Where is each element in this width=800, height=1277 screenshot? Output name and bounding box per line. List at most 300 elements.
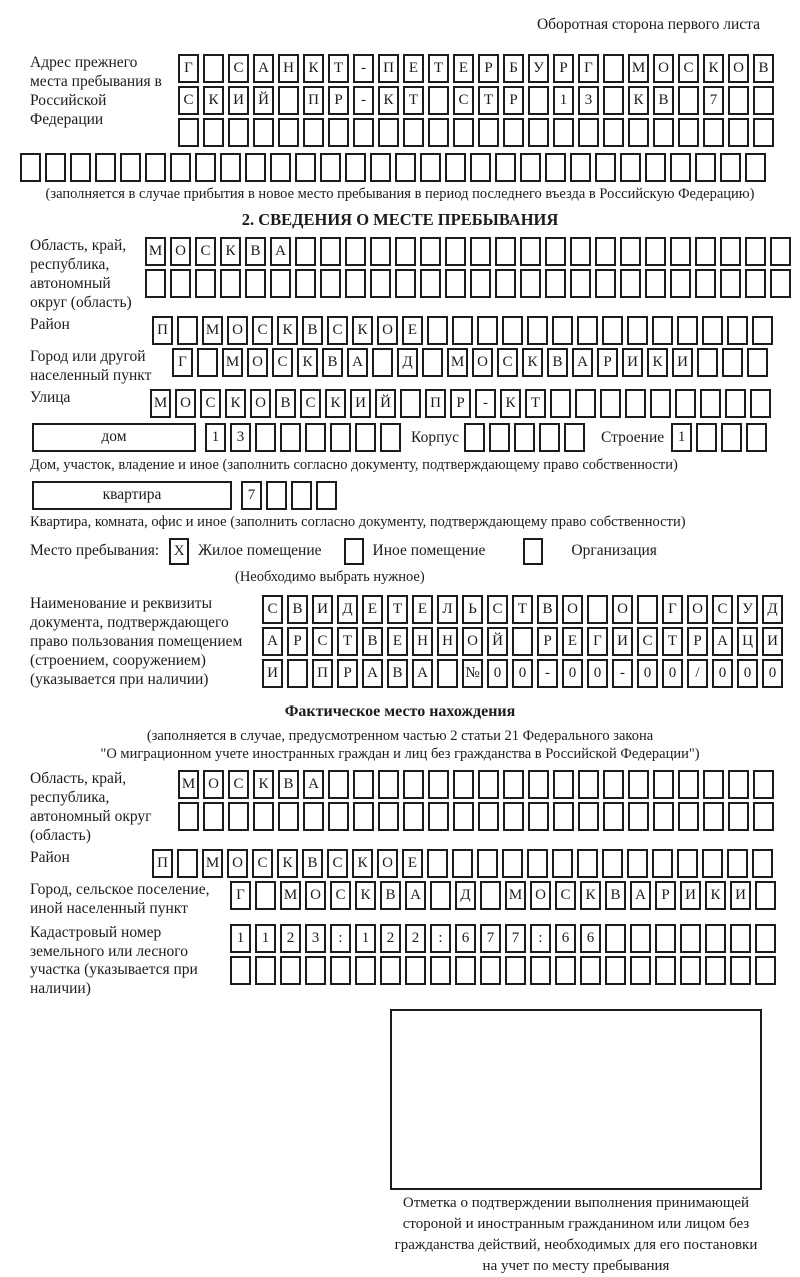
- char-cell: [430, 956, 451, 985]
- char-cell: И: [350, 389, 371, 418]
- char-cell: [370, 153, 391, 182]
- char-cell: [445, 153, 466, 182]
- char-cell: О: [687, 595, 708, 624]
- char-cell: [395, 237, 416, 266]
- char-cell: С: [228, 770, 249, 799]
- char-cell: [530, 956, 551, 985]
- char-cell: 2: [380, 924, 401, 953]
- char-cell: 1: [230, 924, 251, 953]
- char-cell: [452, 849, 473, 878]
- char-cell: Н: [278, 54, 299, 83]
- actual-region-label: Область, край, республика, автономный округ (область): [30, 770, 152, 844]
- char-cell: 3: [578, 86, 599, 115]
- char-cell: Е: [412, 595, 433, 624]
- char-cell: [178, 118, 199, 147]
- char-cell: [305, 423, 326, 452]
- char-cell: [630, 956, 651, 985]
- char-cell: 6: [580, 924, 601, 953]
- char-cell: [553, 802, 574, 831]
- char-cell: [703, 802, 724, 831]
- char-cell: [555, 956, 576, 985]
- char-cell: 0: [512, 659, 533, 688]
- char-cell: [280, 423, 301, 452]
- page-side-note: Оборотная сторона первого листа: [536, 16, 760, 33]
- char-cell: В: [387, 659, 408, 688]
- prev-address-field: [30, 54, 770, 150]
- char-cell: [602, 316, 623, 345]
- char-cell: [753, 770, 774, 799]
- char-cell: [505, 956, 526, 985]
- char-cell: [253, 118, 274, 147]
- char-cell: [170, 153, 191, 182]
- char-cell: С: [252, 849, 273, 878]
- house-note: Дом, участок, владение и иное (заполнить согласно документу, подтверждающему право собственности): [30, 456, 678, 473]
- actual-location-note-1: (заполняется в случае, предусмотренном частью 2 статьи 21 Федерального закона: [146, 727, 654, 744]
- document-rows: [262, 595, 783, 691]
- char-cell: [670, 153, 691, 182]
- char-cell: [753, 118, 774, 147]
- char-cell: 0: [762, 659, 783, 688]
- char-cell: [228, 802, 249, 831]
- char-cell: [755, 881, 776, 910]
- char-cell: [655, 956, 676, 985]
- document-label: Наименование и реквизиты документа, подтверждающего право пользования помещением (строением, сооружением) (указывается при наличии): [30, 594, 243, 688]
- district-row: [152, 316, 773, 345]
- char-cell: [270, 269, 291, 298]
- char-cell: 0: [712, 659, 733, 688]
- char-cell: [520, 269, 541, 298]
- char-cell: [380, 423, 401, 452]
- char-cell: [696, 423, 717, 452]
- char-cell: К: [325, 389, 346, 418]
- char-cell: [355, 956, 376, 985]
- char-cell: Й: [253, 86, 274, 115]
- char-cell: :: [530, 924, 551, 953]
- char-cell: О: [227, 316, 248, 345]
- char-cell: [680, 924, 701, 953]
- char-cell: [420, 237, 441, 266]
- char-cell: [453, 770, 474, 799]
- char-cell: [420, 153, 441, 182]
- char-cell: [427, 316, 448, 345]
- house-number-row: [205, 423, 401, 452]
- cadastre-label: Кадастровый номер земельного или лесного участка (указывается при наличии): [30, 923, 198, 998]
- char-cell: В: [302, 849, 323, 878]
- char-cell: Г: [178, 54, 199, 83]
- document-row-2: [262, 627, 783, 656]
- char-cell: Р: [337, 659, 358, 688]
- char-cell: Т: [428, 54, 449, 83]
- char-cell: [197, 348, 218, 377]
- char-cell: Т: [478, 86, 499, 115]
- char-cell: М: [628, 54, 649, 83]
- char-cell: О: [203, 770, 224, 799]
- char-cell: С: [555, 881, 576, 910]
- prev-address-rows: [178, 54, 774, 150]
- char-cell: В: [537, 595, 558, 624]
- char-cell: К: [225, 389, 246, 418]
- option-other-premises-label: Иное помещение: [372, 542, 486, 560]
- char-cell: [728, 770, 749, 799]
- stroenie-row: [671, 423, 767, 452]
- char-cell: 1: [553, 86, 574, 115]
- char-cell: И: [762, 627, 783, 656]
- char-cell: Ь: [462, 595, 483, 624]
- char-cell: [452, 316, 473, 345]
- char-cell: О: [562, 595, 583, 624]
- char-cell: В: [380, 881, 401, 910]
- char-cell: 1: [205, 423, 226, 452]
- char-cell: С: [453, 86, 474, 115]
- char-cell: В: [275, 389, 296, 418]
- char-cell: А: [405, 881, 426, 910]
- char-cell: [655, 924, 676, 953]
- checkbox-organization: [523, 538, 543, 565]
- char-cell: А: [630, 881, 651, 910]
- char-cell: [230, 956, 251, 985]
- char-cell: №: [462, 659, 483, 688]
- char-cell: О: [305, 881, 326, 910]
- char-cell: [503, 118, 524, 147]
- char-cell: К: [277, 316, 298, 345]
- actual-district-label: Район: [30, 848, 70, 866]
- char-cell: О: [377, 316, 398, 345]
- char-cell: [703, 770, 724, 799]
- char-cell: Р: [450, 389, 471, 418]
- char-cell: А: [362, 659, 383, 688]
- char-cell: 1: [255, 924, 276, 953]
- char-cell: И: [672, 348, 693, 377]
- char-cell: К: [705, 881, 726, 910]
- char-cell: [270, 153, 291, 182]
- char-cell: П: [303, 86, 324, 115]
- apartment-type-box: квартира: [32, 481, 232, 510]
- char-cell: Т: [525, 389, 546, 418]
- char-cell: [330, 423, 351, 452]
- cadastre-rows: [230, 924, 776, 988]
- char-cell: Д: [397, 348, 418, 377]
- char-cell: [278, 118, 299, 147]
- char-cell: Р: [478, 54, 499, 83]
- char-cell: [503, 802, 524, 831]
- char-cell: [520, 153, 541, 182]
- char-cell: [345, 237, 366, 266]
- char-cell: С: [272, 348, 293, 377]
- char-cell: [480, 956, 501, 985]
- char-cell: [328, 118, 349, 147]
- char-cell: [353, 802, 374, 831]
- prev-address-row-3: [178, 118, 774, 147]
- char-cell: А: [253, 54, 274, 83]
- char-cell: Й: [487, 627, 508, 656]
- char-cell: [437, 659, 458, 688]
- prev-address-label: Адрес прежнего места пребывания в Российской Федерации: [30, 54, 162, 128]
- char-cell: [587, 595, 608, 624]
- city-row: [172, 348, 768, 377]
- char-cell: [428, 770, 449, 799]
- char-cell: [545, 237, 566, 266]
- char-cell: [745, 269, 766, 298]
- char-cell: [495, 237, 516, 266]
- char-cell: 0: [562, 659, 583, 688]
- prev-address-row-1: [178, 54, 774, 83]
- char-cell: Б: [503, 54, 524, 83]
- char-cell: [752, 316, 773, 345]
- char-cell: [403, 118, 424, 147]
- prev-address-note: (заполняется в случае прибытия в новое место пребывания в период последнего въезда в Российскую Федерацию): [45, 186, 755, 202]
- char-cell: А: [712, 627, 733, 656]
- korpus-label: Корпус: [411, 428, 459, 446]
- char-cell: 1: [355, 924, 376, 953]
- char-cell: [255, 956, 276, 985]
- char-cell: [170, 269, 191, 298]
- char-cell: [253, 802, 274, 831]
- char-cell: 0: [737, 659, 758, 688]
- char-cell: [489, 423, 510, 452]
- char-cell: [403, 770, 424, 799]
- char-cell: [280, 956, 301, 985]
- checkbox-residential: X: [169, 538, 189, 565]
- char-cell: -: [612, 659, 633, 688]
- char-cell: А: [412, 659, 433, 688]
- char-cell: [678, 118, 699, 147]
- char-cell: Е: [387, 627, 408, 656]
- char-cell: 2: [280, 924, 301, 953]
- region-label: Область, край, республика, автономный округ (область): [30, 237, 132, 311]
- char-cell: [478, 118, 499, 147]
- char-cell: [477, 849, 498, 878]
- char-cell: [330, 956, 351, 985]
- apartment-field: [30, 481, 770, 510]
- char-cell: [580, 956, 601, 985]
- char-cell: [295, 153, 316, 182]
- char-cell: К: [253, 770, 274, 799]
- char-cell: Е: [362, 595, 383, 624]
- char-cell: [95, 153, 116, 182]
- char-cell: А: [303, 770, 324, 799]
- char-cell: М: [178, 770, 199, 799]
- char-cell: [428, 86, 449, 115]
- actual-region-row-1: [178, 770, 774, 799]
- stamp-area: [390, 1009, 762, 1277]
- char-cell: [512, 627, 533, 656]
- char-cell: К: [352, 316, 373, 345]
- char-cell: С: [712, 595, 733, 624]
- char-cell: П: [378, 54, 399, 83]
- char-cell: М: [145, 237, 166, 266]
- char-cell: К: [580, 881, 601, 910]
- char-cell: К: [500, 389, 521, 418]
- stamp-caption: Отметка о подтверждении выполнения принимающей стороной и иностранным гражданином или лицом без гражданства действий, необходимых для его постановки на учет по месту пребывания: [394, 1195, 758, 1275]
- char-cell: К: [703, 54, 724, 83]
- char-cell: [603, 54, 624, 83]
- char-cell: [353, 770, 374, 799]
- char-cell: [422, 348, 443, 377]
- char-cell: [403, 802, 424, 831]
- char-cell: -: [537, 659, 558, 688]
- char-cell: [603, 86, 624, 115]
- char-cell: В: [653, 86, 674, 115]
- char-cell: 6: [455, 924, 476, 953]
- char-cell: [727, 316, 748, 345]
- char-cell: Е: [403, 54, 424, 83]
- char-cell: [470, 237, 491, 266]
- char-cell: [295, 237, 316, 266]
- char-cell: [320, 153, 341, 182]
- char-cell: [378, 770, 399, 799]
- char-cell: [727, 849, 748, 878]
- char-cell: [650, 389, 671, 418]
- char-cell: [752, 849, 773, 878]
- char-cell: 0: [587, 659, 608, 688]
- actual-region-row-2: [178, 802, 774, 831]
- actual-city-row: [230, 881, 776, 910]
- char-cell: [695, 269, 716, 298]
- char-cell: Н: [437, 627, 458, 656]
- char-cell: [575, 389, 596, 418]
- char-cell: [630, 924, 651, 953]
- char-cell: -: [353, 86, 374, 115]
- char-cell: [605, 956, 626, 985]
- char-cell: [395, 269, 416, 298]
- char-cell: [578, 118, 599, 147]
- char-cell: В: [287, 595, 308, 624]
- char-cell: И: [680, 881, 701, 910]
- char-cell: О: [728, 54, 749, 83]
- option-organization-label: Организация: [571, 542, 657, 560]
- region-row-1: [145, 237, 791, 266]
- char-cell: [464, 423, 485, 452]
- char-cell: С: [300, 389, 321, 418]
- actual-location-note-2: "О миграционном учете иностранных граждан и лиц без гражданства в Российской Федерации"): [100, 746, 700, 763]
- char-cell: [653, 118, 674, 147]
- char-cell: [730, 924, 751, 953]
- option-residential-label: Жилое помещение: [198, 542, 322, 560]
- char-cell: [430, 881, 451, 910]
- char-cell: [177, 316, 198, 345]
- street-label: Улица: [30, 388, 71, 406]
- char-cell: Р: [597, 348, 618, 377]
- char-cell: [303, 118, 324, 147]
- char-cell: :: [430, 924, 451, 953]
- char-cell: [528, 86, 549, 115]
- char-cell: [527, 849, 548, 878]
- char-cell: [755, 924, 776, 953]
- char-cell: У: [737, 595, 758, 624]
- char-cell: О: [530, 881, 551, 910]
- char-cell: [145, 153, 166, 182]
- char-cell: [570, 269, 591, 298]
- char-cell: Т: [328, 54, 349, 83]
- char-cell: Р: [328, 86, 349, 115]
- char-cell: [445, 269, 466, 298]
- char-cell: К: [297, 348, 318, 377]
- char-cell: [577, 316, 598, 345]
- char-cell: П: [312, 659, 333, 688]
- actual-district-row: [152, 849, 773, 878]
- region-rows: [145, 237, 791, 301]
- char-cell: [628, 118, 649, 147]
- char-cell: [645, 269, 666, 298]
- char-cell: 0: [637, 659, 658, 688]
- char-cell: О: [653, 54, 674, 83]
- char-cell: [728, 86, 749, 115]
- char-cell: [291, 481, 312, 510]
- char-cell: [455, 956, 476, 985]
- char-cell: П: [152, 316, 173, 345]
- char-cell: [195, 153, 216, 182]
- char-cell: Г: [662, 595, 683, 624]
- char-cell: А: [270, 237, 291, 266]
- char-cell: Р: [503, 86, 524, 115]
- char-cell: [645, 153, 666, 182]
- char-cell: С: [497, 348, 518, 377]
- prev-address-row-2: [178, 86, 774, 115]
- char-cell: Е: [402, 316, 423, 345]
- char-cell: [477, 316, 498, 345]
- actual-region-rows: [178, 770, 774, 834]
- char-cell: [600, 389, 621, 418]
- char-cell: [353, 118, 374, 147]
- char-cell: М: [150, 389, 171, 418]
- char-cell: С: [178, 86, 199, 115]
- char-cell: [553, 770, 574, 799]
- char-cell: 7: [505, 924, 526, 953]
- char-cell: [177, 849, 198, 878]
- char-cell: [228, 118, 249, 147]
- char-cell: [453, 802, 474, 831]
- char-cell: [755, 956, 776, 985]
- char-cell: [470, 269, 491, 298]
- char-cell: [746, 423, 767, 452]
- char-cell: [502, 849, 523, 878]
- char-cell: О: [472, 348, 493, 377]
- char-cell: [770, 237, 791, 266]
- char-cell: [595, 237, 616, 266]
- char-cell: [245, 269, 266, 298]
- char-cell: К: [355, 881, 376, 910]
- char-cell: О: [250, 389, 271, 418]
- char-cell: [203, 118, 224, 147]
- char-cell: [728, 802, 749, 831]
- char-cell: [145, 269, 166, 298]
- stay-type-label: Место пребывания:: [30, 542, 160, 560]
- region-field: [30, 237, 770, 313]
- char-cell: И: [622, 348, 643, 377]
- char-cell: В: [322, 348, 343, 377]
- char-cell: /: [687, 659, 708, 688]
- char-cell: М: [202, 849, 223, 878]
- char-cell: К: [647, 348, 668, 377]
- city-field: [30, 348, 770, 386]
- char-cell: И: [730, 881, 751, 910]
- char-cell: [603, 802, 624, 831]
- char-cell: М: [505, 881, 526, 910]
- char-cell: [320, 237, 341, 266]
- char-cell: [628, 802, 649, 831]
- char-cell: [730, 956, 751, 985]
- char-cell: [478, 770, 499, 799]
- char-cell: С: [228, 54, 249, 83]
- char-cell: В: [547, 348, 568, 377]
- document-row-1: [262, 595, 783, 624]
- char-cell: [305, 956, 326, 985]
- char-cell: [495, 153, 516, 182]
- char-cell: [370, 237, 391, 266]
- char-cell: [520, 237, 541, 266]
- char-cell: [678, 802, 699, 831]
- char-cell: [287, 659, 308, 688]
